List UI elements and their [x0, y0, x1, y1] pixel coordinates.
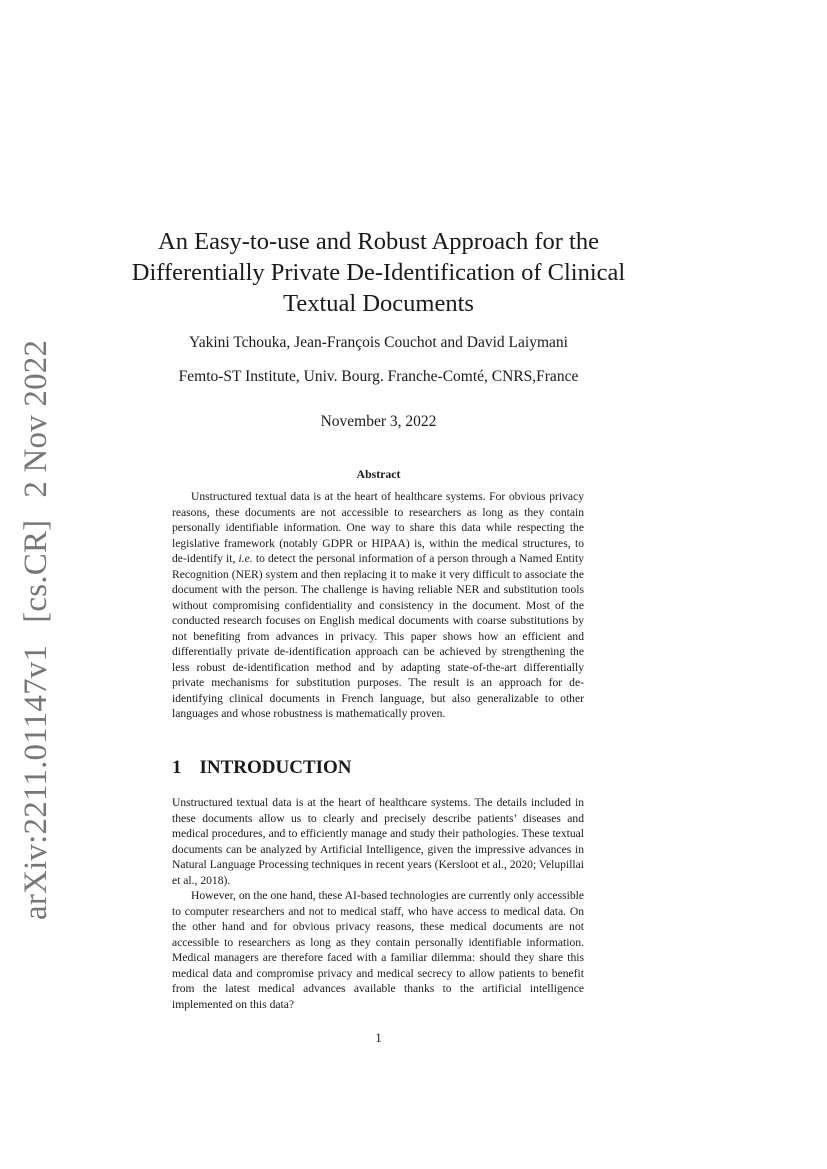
section-title: INTRODUCTION [199, 757, 352, 778]
arxiv-identifier-stamp [6, 339, 66, 920]
paper-date: November 3, 2022 [320, 413, 437, 430]
section-number: 1 [172, 757, 182, 778]
abstract-ie: i.e. [238, 552, 253, 565]
arxiv-id: arXiv:2211.01147v1 [18, 644, 54, 920]
abstract-text [172, 489, 584, 722]
paper-title: An Easy-to-use and Robust Approach for the Differentially Private De-Identification of Clinical Textual Documents [131, 228, 626, 317]
abstract-heading: Abstract [356, 467, 401, 481]
introduction-body [172, 795, 584, 1012]
section-heading-introduction [172, 757, 352, 779]
paper-authors: Yakini Tchouka, Jean-François Couchot and David Laiymani [189, 334, 568, 351]
abstract-text-part-1: Unstructured textual data is at the heart of healthcare systems. For obvious privacy reasons, these documents are not accessible to researchers as long as they contain personally identifiable information. One way to share this data while respecting the legislative framework (notably GDPR or HIPAA) is, within the medical structures, to de-identify it, [172, 490, 584, 565]
abstract-text-part-2: to detect the personal information of a person through a Named Entity Recognition (NER) system and then replacing it to make it very difficult to associate the document with the person. The challenge is having reliable NER and substitution tools without compromising confidentiality and consistency in the document. Most of the conducted research focuses on English medical documents with coarse substitutions by not benefiting from advances in privacy. This paper shows how an efficient and differentially private de-identification approach can be achieved by strengthening the less robust de-identification method and by adapting state-of-the-art differentially private mechanisms for substitution purposes. The result is an approach for de-identifying clinical documents in French language, but also generalizable to other languages and whose robustness is mathematically proven. [172, 552, 585, 720]
intro-paragraph-1: Unstructured textual data is at the heart of healthcare systems. The details included in these documents allow us to clearly and precisely describe patients’ diseases and medical procedures, and to efficiently manage and study their pathologies. These textual documents can be analyzed by Artificial Intelligence, given the impressive advances in Natural Language Processing techniques in recent years (Kersloot et al., 2020; Velupillai et al., 2018). [172, 796, 584, 887]
arxiv-category: [cs.CR] [18, 519, 54, 623]
arxiv-date: 2 Nov 2022 [18, 339, 54, 498]
intro-paragraph-2: However, on the one hand, these AI-based technologies are currently only accessible to computer researchers and not to medical staff, who have access to medical data. On the other hand and for obvious privacy reasons, these medical documents are not accessible to researchers as long as they contain personally identifiable information. Medical managers are therefore faced with a familiar dilemma: should they share this medical data and compromise privacy and medical secrecy to allow patients to benefit from the latest medical advances available thanks to the artificial intelligence implemented on this data? [172, 889, 584, 1011]
page-number: 1 [375, 1031, 382, 1045]
paper-affiliation: Femto-ST Institute, Univ. Bourg. Franche-Comté, CNRS,France [178, 368, 579, 385]
